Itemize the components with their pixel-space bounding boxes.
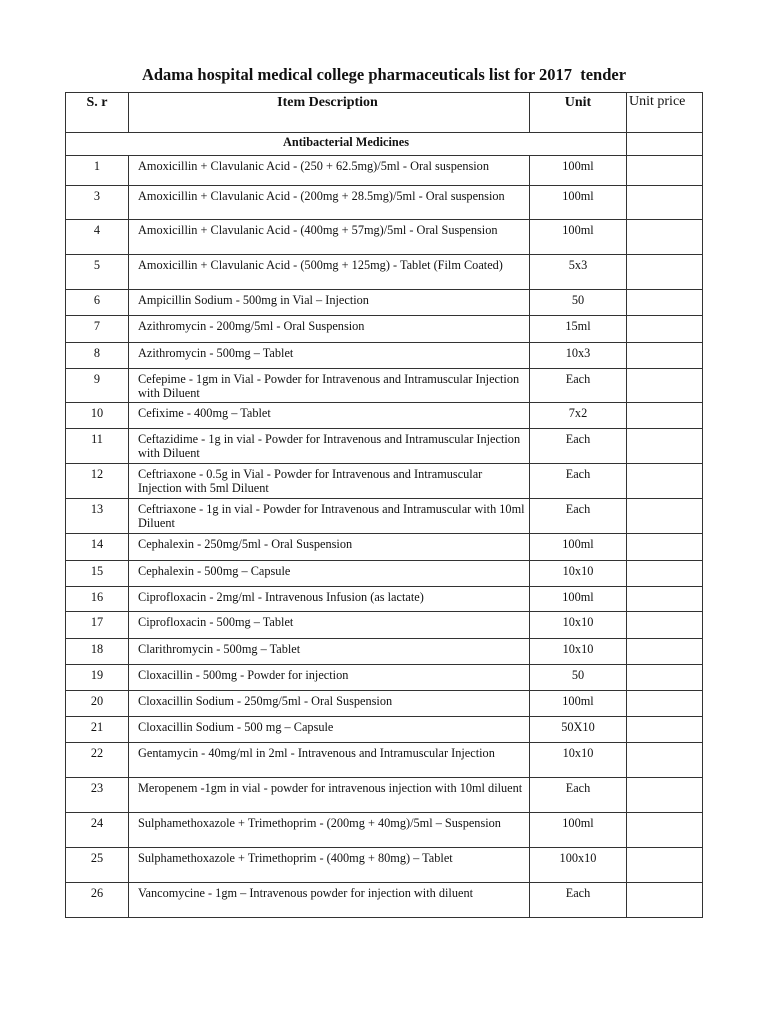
unit-price-cell[interactable] (627, 255, 703, 290)
description-cell: Sulphamethoxazole + Trimethoprim - (200mg + 40mg)/5ml – Suspension (129, 813, 530, 848)
unit-cell: 7x2 (530, 403, 627, 429)
unit-price-cell[interactable] (627, 612, 703, 639)
unit-cell: 10x10 (530, 561, 627, 587)
table-row (66, 883, 703, 918)
sr-cell: 25 (66, 848, 129, 883)
unit-price-cell[interactable] (627, 220, 703, 255)
description-cell: Ciprofloxacin - 2mg/ml - Intravenous Infusion (as lactate) (129, 587, 530, 612)
sr-cell: 26 (66, 883, 129, 918)
table-row (66, 778, 703, 813)
section-title: Antibacterial Medicines (66, 133, 627, 156)
unit-cell: 10x3 (530, 343, 627, 369)
sr-cell: 11 (66, 429, 129, 464)
unit-cell: 50X10 (530, 717, 627, 743)
description-cell: Amoxicillin + Clavulanic Acid - (400mg + 57mg)/5ml - Oral Suspension (129, 220, 530, 255)
unit-cell: Each (530, 369, 627, 403)
description-cell: Amoxicillin + Clavulanic Acid - (500mg + 125mg) - Tablet (Film Coated) (129, 255, 530, 290)
unit-price-cell[interactable] (627, 717, 703, 743)
unit-price-cell[interactable] (627, 639, 703, 665)
sr-cell: 3 (66, 186, 129, 220)
sr-cell: 6 (66, 290, 129, 316)
table-row (66, 813, 703, 848)
table-row (66, 691, 703, 717)
table-row (66, 156, 703, 186)
description-cell: Vancomycine - 1gm – Intravenous powder for injection with diluent (129, 883, 530, 918)
pharmaceuticals-table (65, 92, 703, 918)
sr-cell: 10 (66, 403, 129, 429)
table-row (66, 665, 703, 691)
unit-price-cell[interactable] (627, 587, 703, 612)
unit-cell: Each (530, 429, 627, 464)
unit-price-cell[interactable] (627, 499, 703, 534)
unit-price-cell[interactable] (627, 290, 703, 316)
table-row (66, 717, 703, 743)
unit-cell: 10x10 (530, 639, 627, 665)
document-title: Adama hospital medical college pharmaceuticals list for 2017 tender (141, 65, 627, 84)
unit-cell: 100ml (530, 220, 627, 255)
table-row (66, 534, 703, 561)
sr-cell: 13 (66, 499, 129, 534)
description-cell: Cephalexin - 500mg – Capsule (129, 561, 530, 587)
unit-cell: 100ml (530, 186, 627, 220)
unit-cell: 100ml (530, 587, 627, 612)
sr-cell: 23 (66, 778, 129, 813)
description-cell: Ampicillin Sodium - 500mg in Vial – Injection (129, 290, 530, 316)
description-cell: Azithromycin - 500mg – Tablet (129, 343, 530, 369)
table-row (66, 639, 703, 665)
sr-cell: 12 (66, 464, 129, 499)
sr-cell: 22 (66, 743, 129, 778)
unit-cell: 100ml (530, 813, 627, 848)
unit-cell: 50 (530, 290, 627, 316)
sr-cell: 14 (66, 534, 129, 561)
unit-cell: 10x10 (530, 612, 627, 639)
section-row (66, 133, 703, 156)
unit-price-cell[interactable] (627, 883, 703, 918)
table-row (66, 743, 703, 778)
header-unit: Unit (530, 93, 627, 133)
description-cell: Amoxicillin + Clavulanic Acid - (250 + 62.5mg)/5ml - Oral suspension (129, 156, 530, 186)
table-row (66, 587, 703, 612)
sr-cell: 19 (66, 665, 129, 691)
unit-cell: Each (530, 464, 627, 499)
sr-cell: 21 (66, 717, 129, 743)
unit-cell: 15ml (530, 316, 627, 343)
description-cell: Ceftriaxone - 1g in vial - Powder for Intravenous and Intramuscular with 10ml Diluent (129, 499, 530, 534)
table-row (66, 464, 703, 499)
description-cell: Amoxicillin + Clavulanic Acid - (200mg + 28.5mg)/5ml - Oral suspension (129, 186, 530, 220)
description-cell: Clarithromycin - 500mg – Tablet (129, 639, 530, 665)
header-unit-price: Unit price (627, 93, 703, 133)
unit-price-cell[interactable] (627, 186, 703, 220)
unit-cell: 100ml (530, 156, 627, 186)
sr-cell: 18 (66, 639, 129, 665)
table-row (66, 848, 703, 883)
description-cell: Cloxacillin - 500mg - Powder for injection (129, 665, 530, 691)
unit-price-cell[interactable] (627, 848, 703, 883)
description-cell: Ciprofloxacin - 500mg – Tablet (129, 612, 530, 639)
sr-cell: 20 (66, 691, 129, 717)
unit-price-cell[interactable] (627, 778, 703, 813)
table-row (66, 561, 703, 587)
section-price-cell (627, 133, 703, 156)
table-row (66, 369, 703, 403)
unit-price-cell[interactable] (627, 813, 703, 848)
table-row (66, 343, 703, 369)
table-row (66, 429, 703, 464)
sr-cell: 9 (66, 369, 129, 403)
unit-cell: 100ml (530, 534, 627, 561)
description-cell: Meropenem -1gm in vial - powder for intravenous injection with 10ml diluent (129, 778, 530, 813)
unit-cell: Each (530, 883, 627, 918)
description-cell: Azithromycin - 200mg/5ml - Oral Suspension (129, 316, 530, 343)
sr-cell: 17 (66, 612, 129, 639)
header-sr: S. r (66, 93, 129, 133)
sr-cell: 1 (66, 156, 129, 186)
unit-cell: 5x3 (530, 255, 627, 290)
unit-price-cell[interactable] (627, 665, 703, 691)
sr-cell: 8 (66, 343, 129, 369)
description-cell: Cloxacillin Sodium - 500 mg – Capsule (129, 717, 530, 743)
table-header-row (66, 93, 703, 133)
table-row (66, 403, 703, 429)
table-row (66, 316, 703, 343)
description-cell: Gentamycin - 40mg/ml in 2ml - Intravenous and Intramuscular Injection (129, 743, 530, 778)
unit-price-cell[interactable] (627, 316, 703, 343)
table-row (66, 290, 703, 316)
sr-cell: 24 (66, 813, 129, 848)
table-row (66, 255, 703, 290)
table-row (66, 186, 703, 220)
unit-price-cell[interactable] (627, 464, 703, 499)
description-cell: Cloxacillin Sodium - 250mg/5ml - Oral Suspension (129, 691, 530, 717)
unit-price-cell[interactable] (627, 561, 703, 587)
header-description: Item Description (129, 93, 530, 133)
sr-cell: 15 (66, 561, 129, 587)
unit-price-cell[interactable] (627, 343, 703, 369)
unit-cell: 10x10 (530, 743, 627, 778)
unit-price-cell[interactable] (627, 429, 703, 464)
description-cell: Sulphamethoxazole + Trimethoprim - (400mg + 80mg) – Tablet (129, 848, 530, 883)
unit-price-cell[interactable] (627, 691, 703, 717)
unit-price-cell[interactable] (627, 534, 703, 561)
sr-cell: 5 (66, 255, 129, 290)
unit-cell: 50 (530, 665, 627, 691)
table-row (66, 612, 703, 639)
description-cell: Cefepime - 1gm in Vial - Powder for Intravenous and Intramuscular Injection with Diluent (129, 369, 530, 403)
unit-price-cell[interactable] (627, 156, 703, 186)
sr-cell: 4 (66, 220, 129, 255)
unit-cell: Each (530, 778, 627, 813)
unit-price-cell[interactable] (627, 403, 703, 429)
unit-cell: 100ml (530, 691, 627, 717)
unit-cell: 100x10 (530, 848, 627, 883)
sr-cell: 7 (66, 316, 129, 343)
description-cell: Ceftriaxone - 0.5g in Vial - Powder for Intravenous and Intramuscular Injection with 5ml Diluent (129, 464, 530, 499)
sr-cell: 16 (66, 587, 129, 612)
unit-cell: Each (530, 499, 627, 534)
unit-price-cell[interactable] (627, 369, 703, 403)
table-row (66, 499, 703, 534)
unit-price-cell[interactable] (627, 743, 703, 778)
description-cell: Cephalexin - 250mg/5ml - Oral Suspension (129, 534, 530, 561)
description-cell: Ceftazidime - 1g in vial - Powder for Intravenous and Intramuscular Injection with Diluent (129, 429, 530, 464)
table-row (66, 220, 703, 255)
description-cell: Cefixime - 400mg – Tablet (129, 403, 530, 429)
